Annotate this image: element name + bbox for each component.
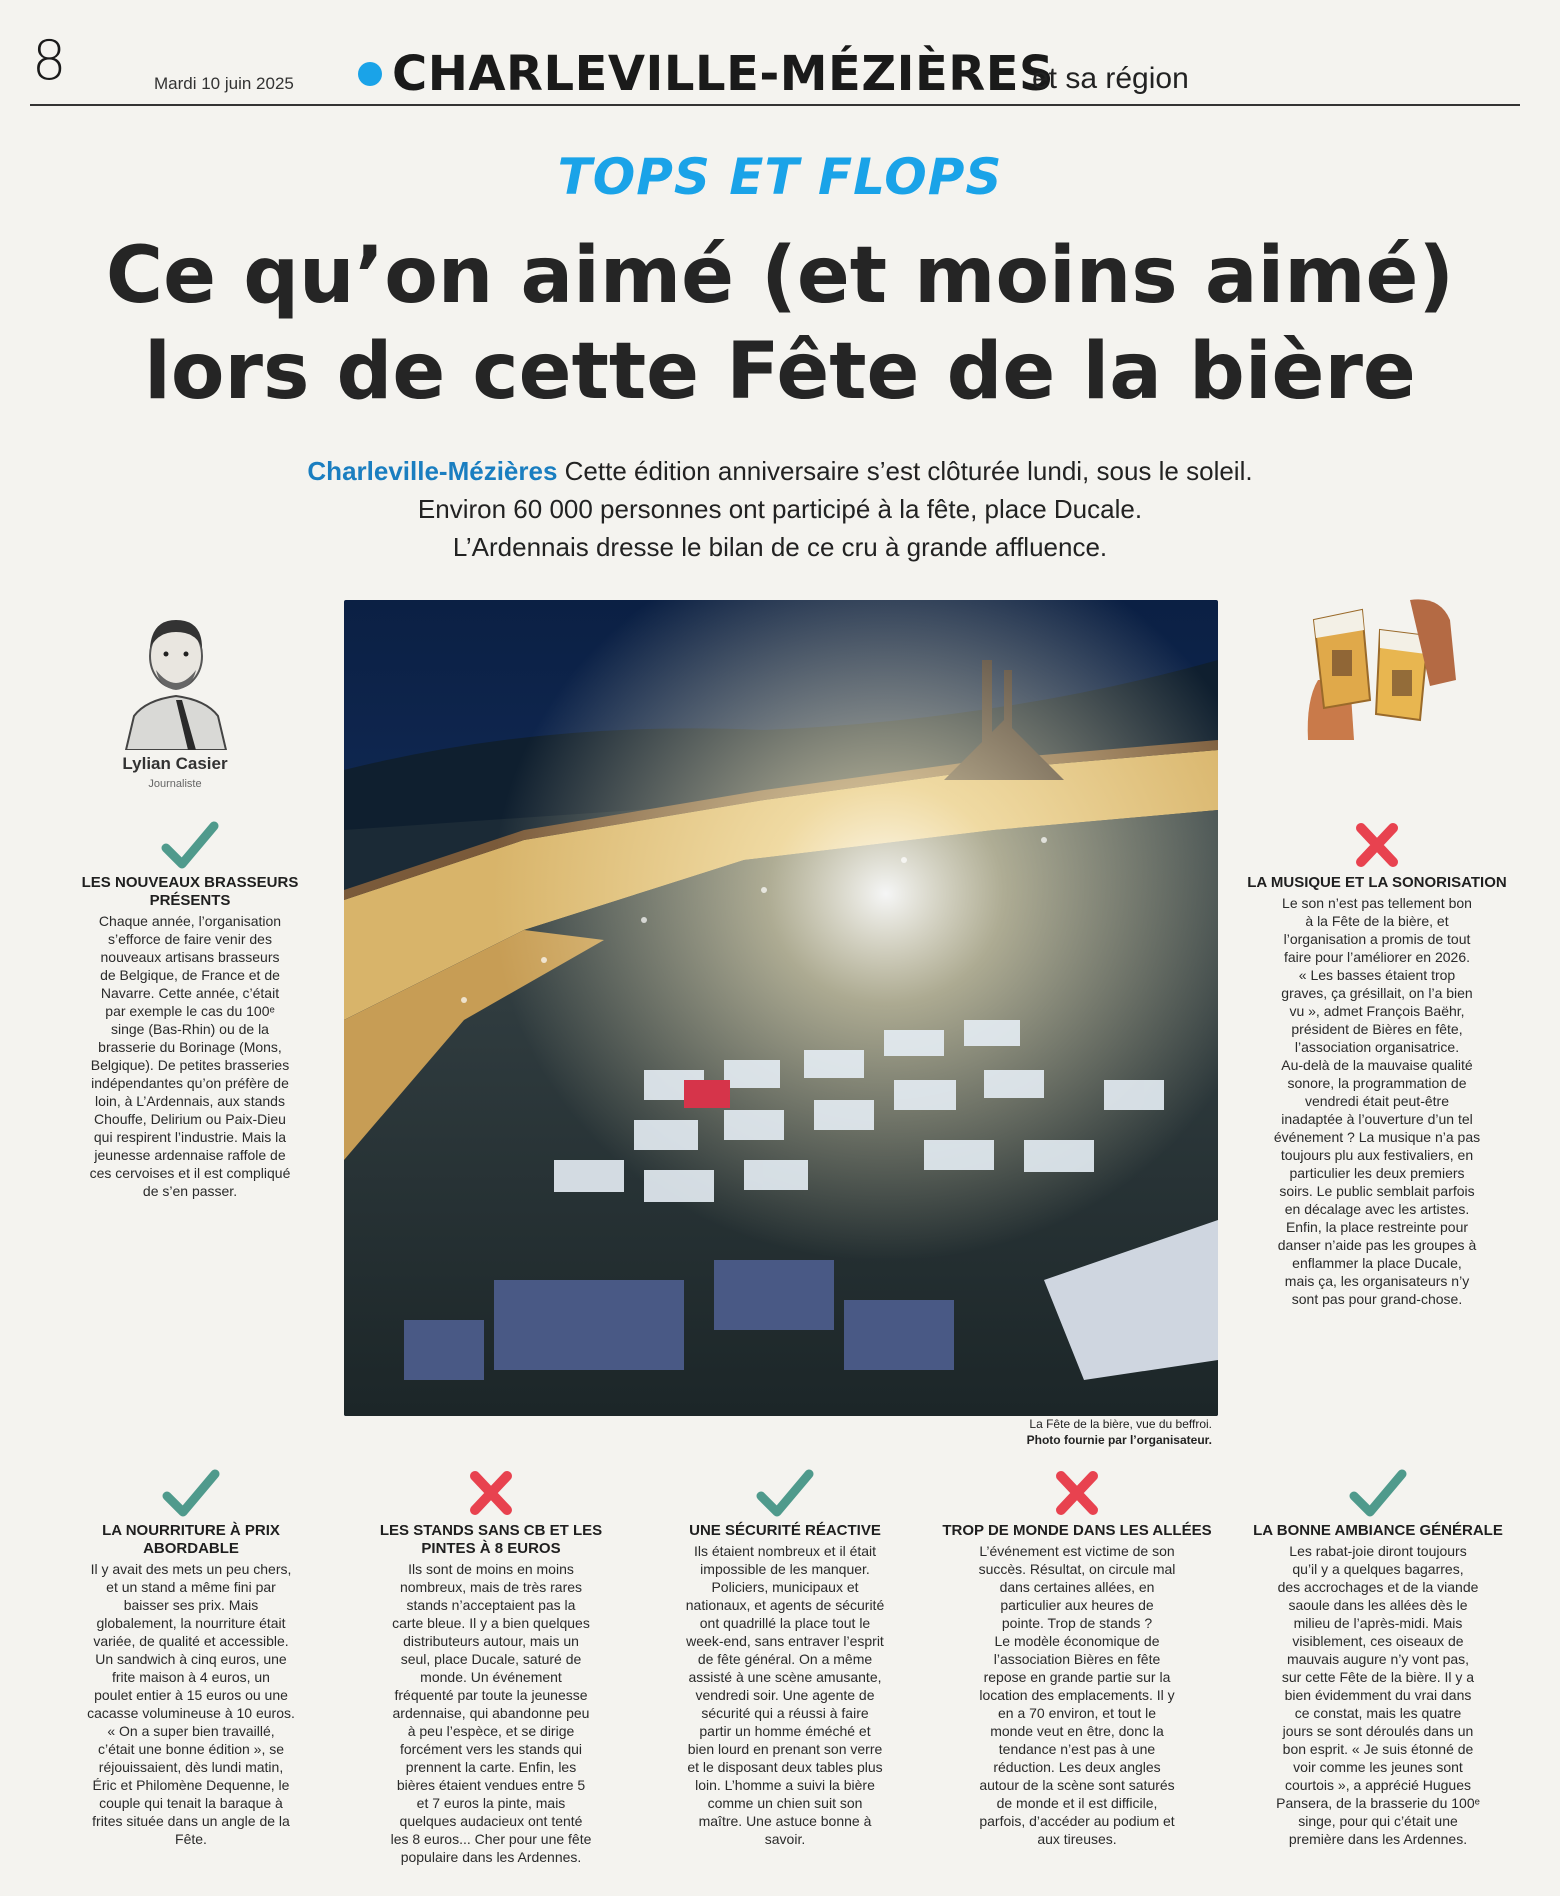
item-line: première dans les Ardennes. — [1288, 1831, 1468, 1847]
item-line: Ils étaient nombreux et il était — [693, 1543, 877, 1559]
item-line: partir un homme éméché et — [699, 1723, 871, 1739]
festival-photo — [344, 600, 1218, 1416]
item-line: frites située dans un angle de la — [92, 1813, 290, 1829]
page-number: 8 — [32, 29, 67, 92]
author-role: Journaliste — [148, 778, 202, 790]
item-stands-sans-cb — [356, 1468, 626, 1866]
item-line: brasserie du Borinage (Mons, — [98, 1039, 282, 1055]
item-line: ce constat, mais les quatre — [1294, 1705, 1462, 1721]
item-line: jours se sont déroulés dans un — [1282, 1723, 1474, 1739]
section-dot-icon — [358, 62, 382, 86]
item-bonne-ambiance — [1240, 1468, 1516, 1848]
item-line: « Les basses étaient trop — [1298, 967, 1456, 983]
item-line: danser n’aide pas les groupes à — [1277, 1237, 1477, 1253]
item-line: comme un chien suit son — [707, 1795, 863, 1811]
item-securite — [650, 1468, 920, 1848]
item-title: LES NOUVEAUX BRASSEURS PRÉSENTS — [81, 874, 299, 909]
item-line: de fête général. On a même — [697, 1651, 873, 1667]
item-line: Chaque année, l’organisation — [98, 913, 282, 929]
item-line: enflammer la place Ducale, — [1292, 1255, 1462, 1271]
item-line: bières étaient vendues entre 5 — [396, 1777, 586, 1793]
item-line: et un stand a même fini par — [106, 1579, 276, 1595]
item-line: bon esprit. « Je suis étonné de — [1282, 1741, 1474, 1757]
item-body — [56, 1522, 326, 1848]
item-line: Policiers, municipaux et — [711, 1579, 859, 1595]
item-line: Il y avait des mets un peu chers, — [90, 1561, 292, 1577]
item-line: frite maison à 4 euros, un — [112, 1669, 270, 1685]
item-line: singe, pour qui c’était une — [1298, 1813, 1458, 1829]
item-body — [1240, 1522, 1516, 1848]
photo-caption — [860, 1416, 1212, 1448]
item-line: courtois », a apprécié Hugues — [1285, 1777, 1471, 1793]
photo-caption-text: La Fête de la bière, vue du beffroi. — [1029, 1417, 1212, 1431]
kicker: TOPS ET FLOPS — [557, 148, 1003, 206]
item-text — [56, 1560, 326, 1848]
item-line: vu », admet François Baëhr, — [1289, 1003, 1465, 1019]
item-line: tendance n’est pas à une — [998, 1741, 1156, 1757]
item-line: et le disposant deux tables plus — [687, 1759, 883, 1775]
item-line: location des emplacements. Il y — [979, 1687, 1175, 1703]
item-musique-sonorisation — [1232, 820, 1522, 1308]
item-line: mauvais augure n’y vont pas, — [1286, 1651, 1470, 1667]
check-icon — [1348, 1468, 1408, 1518]
item-line: soirs. Le public semblait parfois — [1279, 1183, 1475, 1199]
item-line: baisser ses prix. Mais — [123, 1597, 259, 1613]
cross-icon — [461, 1468, 521, 1518]
item-line: graves, ça grésillait, on l’a bien — [1281, 985, 1473, 1001]
item-line: visiblement, ces oiseaux de — [1292, 1633, 1464, 1649]
section-subtitle: et sa région — [1032, 62, 1189, 95]
photo-credit: Photo fournie par l’organisateur. — [1026, 1433, 1212, 1447]
item-line: mais ça, les organisateurs n’y — [1284, 1273, 1470, 1289]
item-body — [50, 874, 330, 1200]
item-line: à la Fête de la bière, et — [1305, 913, 1449, 929]
cross-icon — [1047, 1468, 1107, 1518]
item-line: et 7 euros la pinte, mais — [416, 1795, 566, 1811]
item-line: seul, place Ducale, saturé de — [400, 1651, 582, 1667]
item-line: L’événement est victime de son — [979, 1543, 1175, 1559]
item-line: ont quadrillé la place tout le — [699, 1615, 871, 1631]
item-line: toujours plu aux festivaliers, en — [1280, 1147, 1474, 1163]
item-line: fréquenté par toute la jeunesse — [394, 1687, 588, 1703]
item-line: s’efforce de faire venir des — [108, 931, 272, 947]
item-line: loin. L’homme a suivi la bière — [695, 1777, 875, 1793]
item-line: particulier les deux premiers — [1289, 1165, 1465, 1181]
item-line: des accrochages et de la viande — [1277, 1579, 1479, 1595]
item-line: maître. Une astuce bonne à — [698, 1813, 872, 1829]
item-title: TROP DE MONDE DANS LES ALLÉES — [942, 1522, 1212, 1539]
item-line: stands n’acceptaient pas la — [406, 1597, 576, 1613]
item-line: succès. Résultat, on circule mal — [978, 1561, 1176, 1577]
item-line: monde veut en être, donc la — [990, 1723, 1164, 1739]
item-line: événement ? La musique n’a pas — [1273, 1129, 1481, 1145]
item-line: sur cette Fête de la bière. Il y a — [1281, 1669, 1475, 1685]
item-line: bien évidemment du vrai dans — [1284, 1687, 1472, 1703]
chapo-location: Charleville-Mézières — [307, 456, 558, 486]
item-line: repose en grande partie sur la — [983, 1669, 1171, 1685]
item-line: vendredi était peut-être — [1305, 1093, 1449, 1109]
item-text — [1232, 894, 1522, 1308]
item-line: loin, à L’Ardennais, aux stands — [95, 1093, 285, 1109]
headline — [80, 228, 1480, 420]
item-line: carte bleue. Il y a bien quelques — [392, 1615, 590, 1631]
item-text — [942, 1542, 1212, 1848]
item-line: l’association Bières en fête — [993, 1651, 1161, 1667]
item-line: sont pas pour grand-chose. — [1291, 1291, 1463, 1307]
item-line: assisté à une scène amusante, — [688, 1669, 882, 1685]
item-title: LES STANDS SANS CB ET LES PINTES À 8 EUROS — [379, 1522, 603, 1557]
headline-line-1: Ce qu’on aimé (et moins aimé) — [105, 231, 1455, 321]
item-line: voir comme les jeunes sont — [1293, 1759, 1463, 1775]
item-line: saoule dans les allées dès le — [1288, 1597, 1468, 1613]
chapo-line-3: L’Ardennais dresse le bilan de ce cru à grande affluence. — [452, 532, 1108, 562]
item-text — [356, 1560, 626, 1866]
item-body — [942, 1522, 1212, 1848]
item-line: l’organisation a promis de tout — [1283, 931, 1471, 947]
item-line: de Belgique, de France et de — [100, 967, 280, 983]
item-line: nombreux, mais de très rares — [399, 1579, 583, 1595]
item-line: singe (Bas-Rhin) ou de la — [111, 1021, 269, 1037]
chapo — [200, 452, 1360, 566]
item-title: LA NOURRITURE À PRIX ABORDABLE — [102, 1522, 280, 1557]
check-icon — [755, 1468, 815, 1518]
item-line: de s’en passer. — [142, 1183, 238, 1199]
item-line: Chouffe, Delirium ou Paix-Dieu — [94, 1111, 286, 1127]
cross-icon — [1347, 820, 1407, 870]
item-line: Navarre. Cette année, c’était — [100, 985, 280, 1001]
item-line: indépendantes qu’on préfère de — [91, 1075, 289, 1091]
item-line: autour de la scène sont saturés — [979, 1777, 1175, 1793]
item-line: « On a super bien travaillé, — [107, 1723, 275, 1739]
item-line: couple qui tenait la baraque à — [99, 1795, 283, 1811]
item-title: LA BONNE AMBIANCE GÉNÉRALE — [1253, 1522, 1503, 1539]
item-line: Le son n’est pas tellement bon — [1282, 895, 1472, 911]
item-line: parfois, d’accéder au podium et — [979, 1813, 1175, 1829]
issue-date: Mardi 10 juin 2025 — [154, 74, 294, 93]
chapo-line-2: Environ 60 000 personnes ont participé à la fête, place Ducale. — [417, 494, 1143, 524]
item-line: Enfin, la place restreinte pour — [1285, 1219, 1469, 1235]
item-line: ardennaise, qui abandonne peu — [392, 1705, 590, 1721]
item-nourriture — [56, 1468, 326, 1848]
item-line: Pansera, de la brasserie du 100ᵉ — [1276, 1795, 1480, 1811]
item-line: poulet entier à 15 euros ou une — [94, 1687, 288, 1703]
item-line: réduction. Les deux angles — [993, 1759, 1161, 1775]
item-body — [650, 1522, 920, 1848]
item-text — [650, 1542, 920, 1848]
item-line: en décalage avec les artistes. — [1284, 1201, 1470, 1217]
item-line: Les rabat-joie diront toujours — [1289, 1543, 1467, 1559]
item-line: bien lourd en prenant son verre — [687, 1741, 883, 1757]
item-text — [50, 912, 330, 1200]
beer-glasses-photo — [1300, 590, 1458, 740]
item-line: quelques audacieux ont tenté — [399, 1813, 583, 1829]
item-line: jeunesse ardennaise raffole de — [94, 1147, 286, 1163]
item-body — [1232, 874, 1522, 1308]
author-name: Lylian Casier — [122, 754, 228, 773]
item-line: faire pour l’améliorer en 2026. — [1284, 949, 1470, 965]
item-body — [356, 1522, 626, 1866]
item-line: nouveaux artisans brasseurs — [100, 949, 280, 965]
item-line: ces cervoises et il est compliqué — [89, 1165, 291, 1181]
item-trop-de-monde — [942, 1468, 1212, 1848]
section-title: CHARLEVILLE-MÉZIÈRES — [392, 46, 1055, 102]
item-line: Éric et Philomène Dequenne, le — [92, 1777, 290, 1793]
check-icon — [161, 1468, 221, 1518]
item-line: à peu l’espèce, et se dirige — [407, 1723, 575, 1739]
item-line: forcément vers les stands qui — [399, 1741, 583, 1757]
item-line: Ils sont de moins en moins — [408, 1561, 574, 1577]
headline-line-2: lors de cette Fête de la bière — [144, 327, 1416, 417]
item-line: inadaptée à l’ouverture d’un tel — [1281, 1111, 1473, 1127]
item-line: Un sandwich à cinq euros, une — [95, 1651, 287, 1667]
item-line: distributeurs autour, mais un — [403, 1633, 579, 1649]
item-line: aux tireuses. — [1037, 1831, 1117, 1847]
item-line: prennent la carte. Enfin, les — [405, 1759, 577, 1775]
item-line: Au-delà de la mauvaise qualité — [1281, 1057, 1473, 1073]
item-line: qui respirent l’industrie. Mais la — [93, 1129, 287, 1145]
item-title: LA MUSIQUE ET LA SONORISATION — [1247, 874, 1507, 891]
item-title: UNE SÉCURITÉ RÉACTIVE — [689, 1522, 881, 1539]
chapo-line-1 — [200, 452, 1360, 490]
item-line: Fête. — [175, 1831, 207, 1847]
item-line: particulier aux heures de — [1000, 1597, 1154, 1613]
item-line: par exemple le cas du 100ᵉ — [105, 1003, 275, 1019]
item-line: en a 70 environ, et tout le — [998, 1705, 1156, 1721]
item-line: vendredi soir. Une agente de — [695, 1687, 875, 1703]
item-line: Belgique). De petites brasseries — [90, 1057, 290, 1073]
item-line: de monde et il est difficile, — [996, 1795, 1158, 1811]
item-line: Le modèle économique de — [994, 1633, 1160, 1649]
item-text — [1240, 1542, 1516, 1848]
item-line: cacasse volumineuse à 10 euros. — [87, 1705, 295, 1721]
item-line: variée, de qualité et accessible. — [93, 1633, 289, 1649]
header-rule — [30, 104, 1520, 106]
item-line: globalement, la nourriture était — [96, 1615, 286, 1631]
item-line: savoir. — [764, 1831, 806, 1847]
item-line: populaire dans les Ardennes. — [400, 1849, 582, 1865]
item-line: qu’il y a quelques bagarres, — [1292, 1561, 1464, 1577]
item-line: milieu de l’après-midi. Mais — [1293, 1615, 1463, 1631]
item-line: réjouissaient, dès lundi matin, — [98, 1759, 284, 1775]
item-line: sécurité qui a réussi à faire — [701, 1705, 869, 1721]
author-portrait — [116, 604, 236, 750]
item-line: président de Bières en fête, — [1291, 1021, 1463, 1037]
check-icon — [160, 820, 220, 870]
item-line: pointe. Trop de stands ? — [1001, 1615, 1153, 1631]
item-line: monde. Un événement — [420, 1669, 562, 1685]
item-line: l’association organisatrice. — [1294, 1039, 1460, 1055]
item-line: nationaux, et agents de sécurité — [685, 1597, 885, 1613]
item-line: dans certaines allées, en — [999, 1579, 1155, 1595]
item-line: week-end, sans entraver l’esprit — [686, 1633, 884, 1649]
item-nouveaux-brasseurs — [50, 820, 330, 1200]
item-line: sonore, la programmation de — [1287, 1075, 1467, 1091]
item-line: impossible de les manquer. — [700, 1561, 870, 1577]
item-line: les 8 euros... Cher pour une fête — [390, 1831, 592, 1847]
item-line: c’était une bonne édition », se — [97, 1741, 285, 1757]
chapo-text-1: Cette édition anniversaire s’est clôturée lundi, sous le soleil. — [564, 456, 1253, 486]
